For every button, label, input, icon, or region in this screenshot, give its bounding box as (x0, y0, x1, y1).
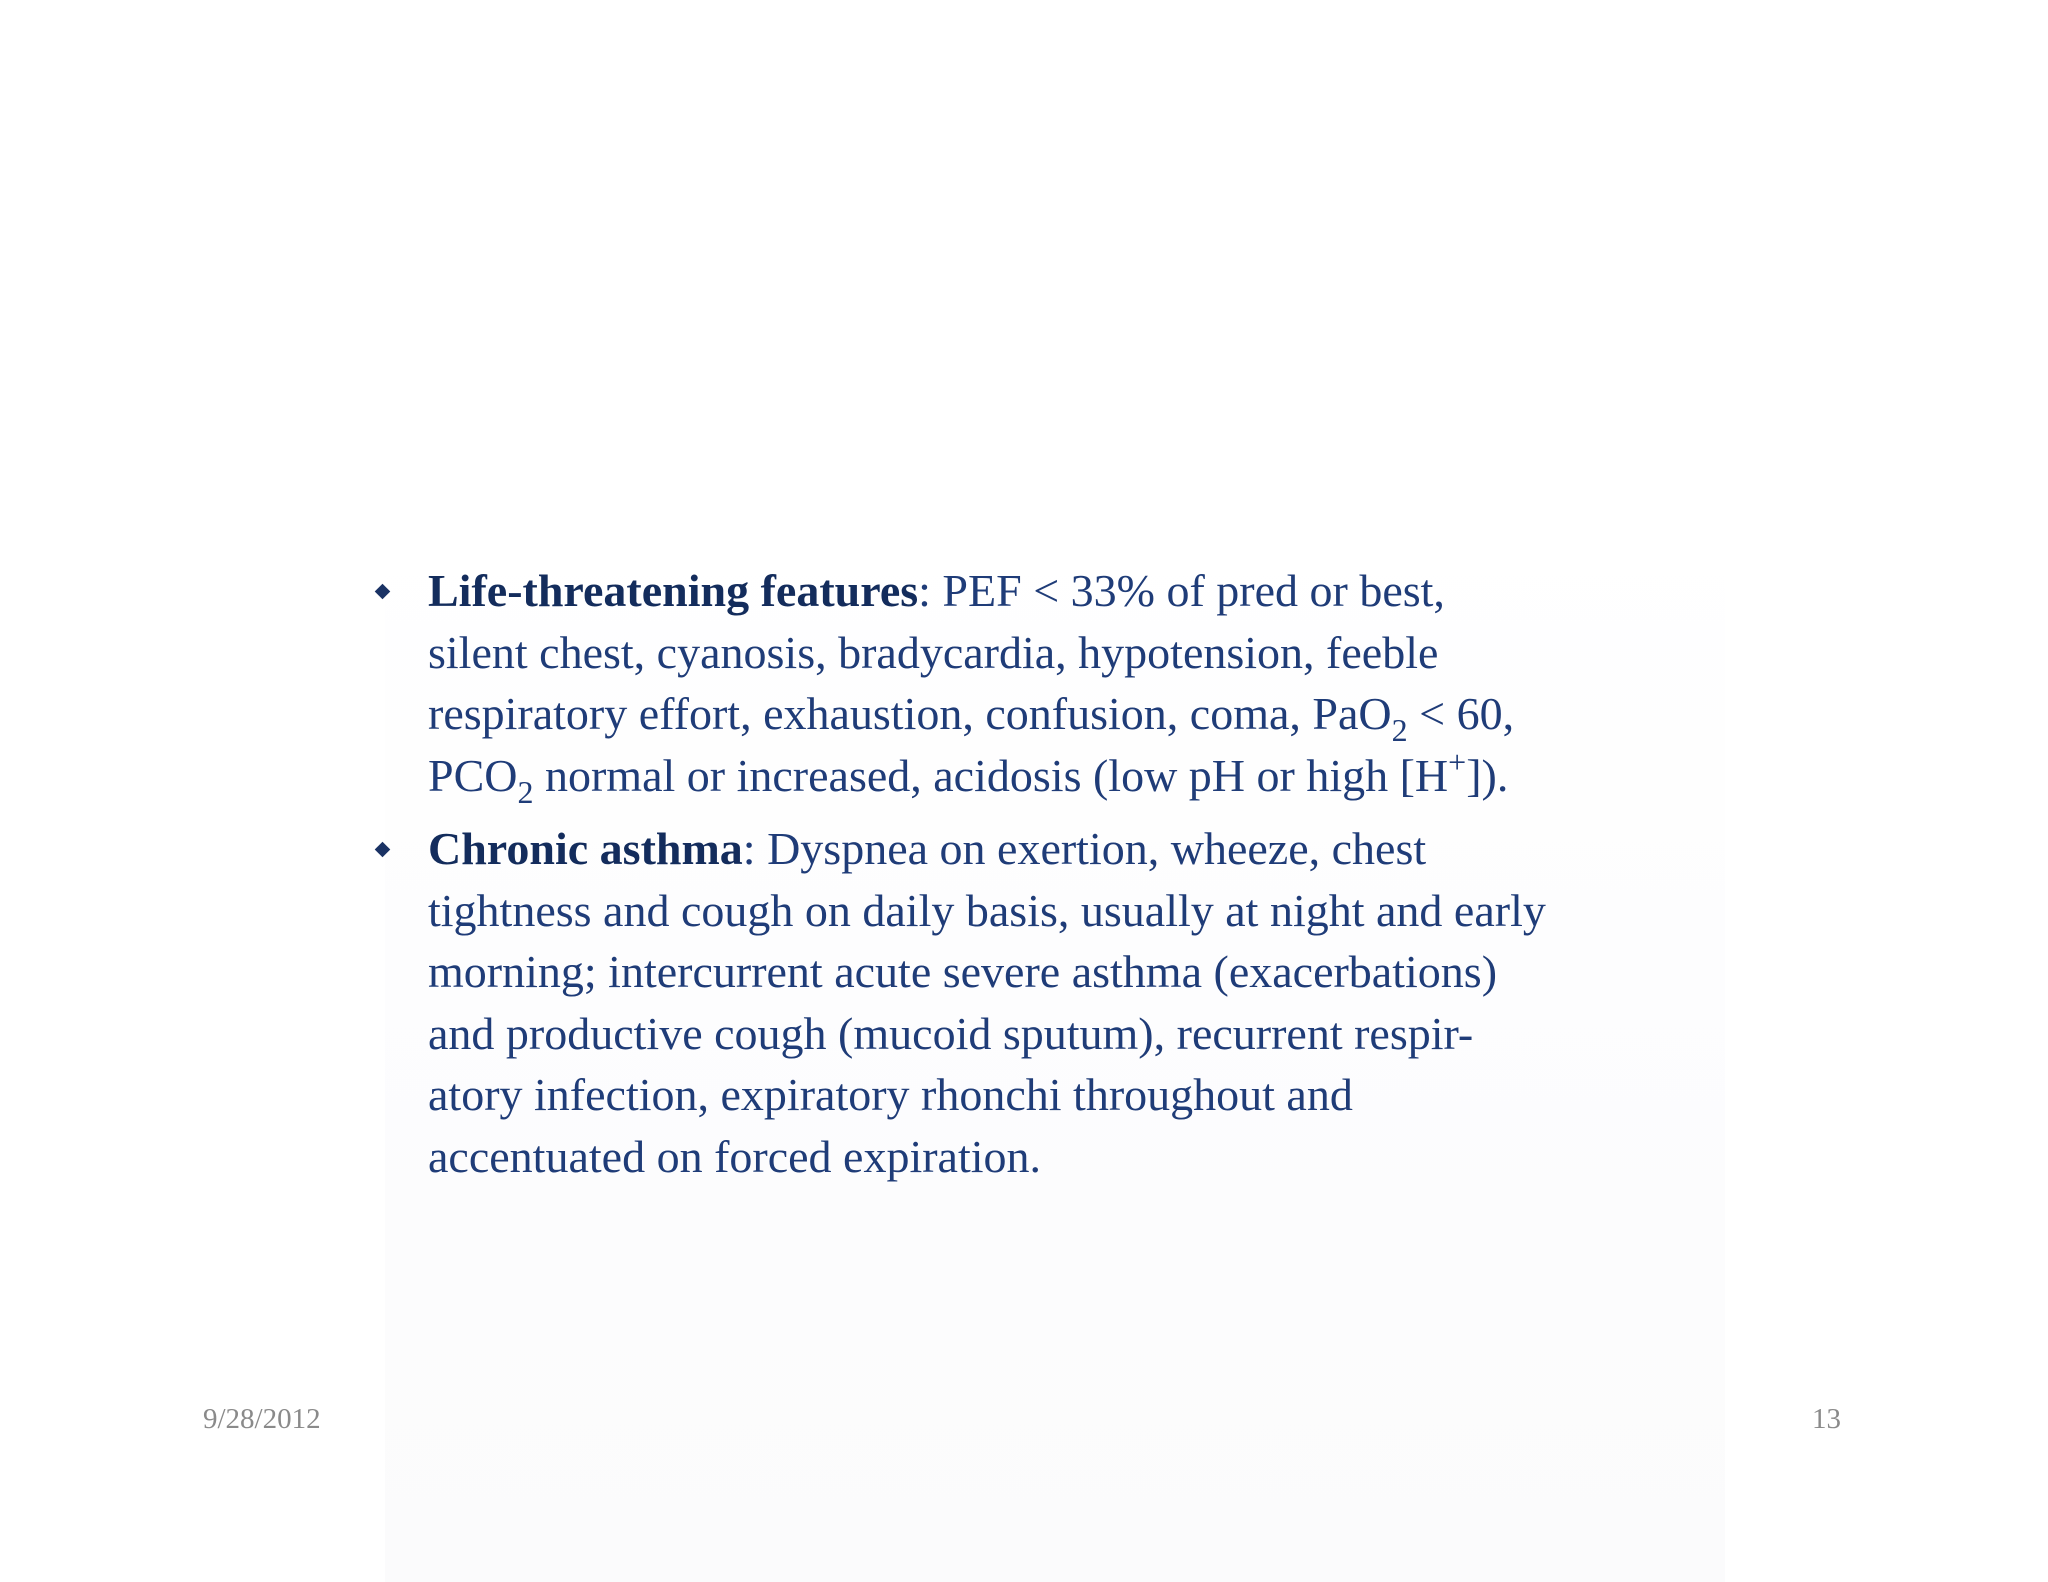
bullet-line (428, 818, 1710, 880)
bullet-lead: Life-threatening features (428, 565, 919, 616)
bullet-text: : PEF < 33% of pred or best, (918, 565, 1445, 616)
diamond-bullet-icon (375, 842, 391, 858)
bullet-line: atory infection, expiratory rhonchi throughout and (428, 1069, 1353, 1120)
bullet-text: PCO (428, 749, 518, 801)
bullet-text: < 60, (1407, 688, 1515, 739)
footer-date: 9/28/2012 (203, 1403, 321, 1435)
bullet-list (370, 560, 1710, 1199)
superscript: + (1448, 743, 1467, 780)
bullet-line: morning; intercurrent acute severe asthma (exacerbations) (428, 946, 1498, 997)
bullet-line (428, 743, 1710, 810)
bullet-line (428, 560, 1710, 622)
bullet-line (428, 683, 1710, 748)
bullet-text: normal or increased, acidosis (low pH or high [H (533, 749, 1449, 801)
footer-page-number: 13 (1812, 1403, 1841, 1435)
bullet-text: ]). (1466, 749, 1509, 801)
bullet-line: silent chest, cyanosis, bradycardia, hypotension, feeble (428, 626, 1439, 678)
subscript: 2 (1391, 712, 1408, 748)
bullet-line: and productive cough (mucoid sputum), recurrent respir- (428, 1007, 1474, 1059)
bullet-life-threatening (370, 560, 1710, 810)
bullet-text: : Dyspnea on exertion, wheeze, chest (742, 823, 1427, 874)
diamond-bullet-icon (375, 584, 391, 600)
subscript: 2 (517, 773, 534, 810)
bullet-lead: Chronic asthma (428, 823, 743, 874)
bullet-chronic-asthma (370, 818, 1710, 1187)
bullet-line: tightness and cough on daily basis, usually at night and early (428, 884, 1546, 936)
bullet-text: respiratory effort, exhaustion, confusion, coma, PaO (428, 688, 1392, 739)
bullet-line: accentuated on forced expiration. (428, 1130, 1042, 1182)
